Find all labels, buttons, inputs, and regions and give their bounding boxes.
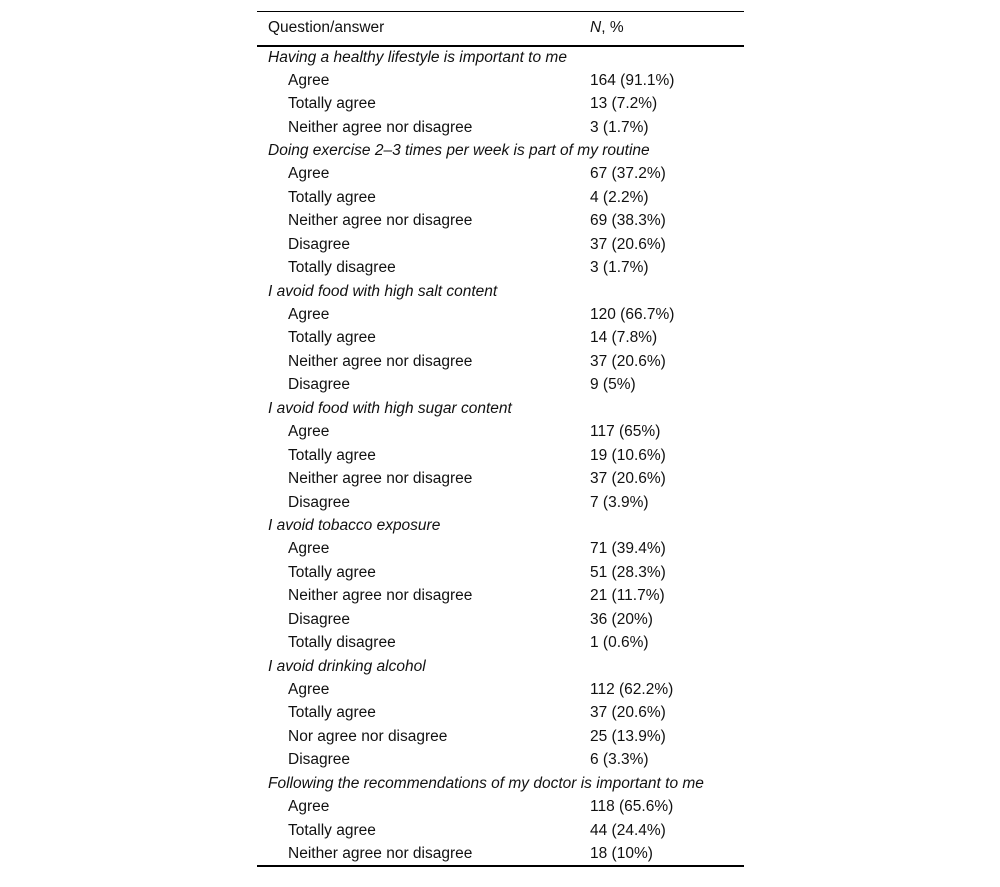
- answer-value: 3 (1.7%): [590, 259, 649, 277]
- question-text: Having a healthy lifestyle is important to me: [268, 48, 567, 66]
- answer-value: 37 (20.6%): [590, 470, 666, 488]
- answer-label: Neither agree nor disagree: [288, 352, 473, 370]
- answer-value: 14 (7.8%): [590, 329, 658, 347]
- answer-value: 36 (20%): [590, 610, 653, 628]
- question-row: [257, 772, 744, 795]
- answer-label: Disagree: [288, 235, 351, 253]
- question-row: [257, 280, 744, 303]
- answer-row: [257, 69, 744, 92]
- question-row: [257, 139, 744, 162]
- answer-value: 37 (20.6%): [590, 704, 666, 722]
- answer-row: [257, 608, 744, 631]
- answer-row: [257, 303, 744, 326]
- table-body: [257, 46, 744, 866]
- survey-table: [257, 11, 744, 867]
- answer-row: [257, 256, 744, 279]
- answer-row: [257, 819, 744, 842]
- answer-value: 112 (62.2%): [590, 681, 674, 699]
- answer-label: Totally agree: [288, 563, 376, 581]
- answer-label: Totally disagree: [288, 259, 396, 277]
- answer-row: [257, 631, 744, 654]
- answer-label: Neither agree nor disagree: [288, 470, 473, 488]
- answer-value: 71 (39.4%): [590, 540, 666, 558]
- answer-value: 118 (65.6%): [590, 798, 674, 816]
- answer-row: [257, 163, 744, 186]
- answer-label: Totally agree: [288, 821, 376, 839]
- answer-row: [257, 561, 744, 584]
- answer-value: 44 (24.4%): [590, 821, 666, 839]
- column-header-n-percent: [590, 12, 744, 46]
- answer-value: 18 (10%): [590, 844, 653, 862]
- answer-label: Disagree: [288, 376, 351, 394]
- answer-row: [257, 186, 744, 209]
- table-header: [257, 12, 744, 46]
- answer-label: Agree: [288, 798, 330, 816]
- answer-row: [257, 444, 744, 467]
- answer-label: Agree: [288, 71, 330, 89]
- answer-value: 3 (1.7%): [590, 118, 649, 136]
- answer-label: Totally agree: [288, 704, 376, 722]
- question-text: Doing exercise 2–3 times per week is part of my routine: [268, 141, 650, 159]
- answer-label: Totally agree: [288, 329, 376, 347]
- answer-value: 37 (20.6%): [590, 235, 666, 253]
- question-text: I avoid food with high sugar content: [268, 399, 512, 417]
- answer-value: 120 (66.7%): [590, 306, 675, 324]
- answer-row: [257, 467, 744, 490]
- answer-row: [257, 350, 744, 373]
- answer-row: [257, 374, 744, 397]
- question-text: Following the recommendations of my doctor is important to me: [268, 774, 704, 792]
- answer-row: [257, 725, 744, 748]
- question-text: I avoid drinking alcohol: [268, 657, 426, 675]
- answer-value: 67 (37.2%): [590, 165, 666, 183]
- answer-label: Neither agree nor disagree: [288, 212, 473, 230]
- question-text: I avoid food with high salt content: [268, 282, 498, 300]
- answer-value: 117 (65%): [590, 423, 661, 441]
- answer-row: [257, 491, 744, 514]
- answer-label: Agree: [288, 423, 330, 441]
- answer-label: Agree: [288, 165, 330, 183]
- answer-row: [257, 585, 744, 608]
- answer-row: [257, 233, 744, 256]
- answer-label: Totally agree: [288, 446, 376, 464]
- answer-label: Neither agree nor disagree: [288, 587, 473, 605]
- answer-value: 9 (5%): [590, 376, 636, 394]
- answer-row: [257, 702, 744, 725]
- column-header-n: N: [590, 19, 602, 37]
- answer-label: Disagree: [288, 610, 351, 628]
- answer-value: 21 (11.7%): [590, 587, 665, 605]
- question-row: [257, 397, 744, 420]
- column-header-percent-suffix: , %: [601, 19, 624, 37]
- answer-row: [257, 538, 744, 561]
- answer-value: 1 (0.6%): [590, 634, 649, 652]
- answer-label: Disagree: [288, 751, 351, 769]
- answer-label: Neither agree nor disagree: [288, 118, 473, 136]
- answer-label: Totally agree: [288, 95, 376, 113]
- answer-row: [257, 796, 744, 819]
- answer-row: [257, 210, 744, 233]
- answer-value: 13 (7.2%): [590, 95, 658, 113]
- answer-row: [257, 842, 744, 865]
- answer-value: 51 (28.3%): [590, 563, 666, 581]
- answer-value: 25 (13.9%): [590, 727, 666, 745]
- answer-label: Agree: [288, 306, 330, 324]
- column-header-question: Question/answer: [268, 19, 385, 37]
- answer-row: [257, 92, 744, 115]
- question-row: [257, 514, 744, 537]
- answer-value: 6 (3.3%): [590, 751, 649, 769]
- answer-label: Agree: [288, 540, 330, 558]
- answer-row: [257, 678, 744, 701]
- answer-row: [257, 116, 744, 139]
- answer-label: Totally agree: [288, 188, 376, 206]
- answer-label: Nor agree nor disagree: [288, 727, 448, 745]
- answer-label: Totally disagree: [288, 634, 396, 652]
- answer-label: Neither agree nor disagree: [288, 844, 473, 862]
- answer-value: 4 (2.2%): [590, 188, 649, 206]
- answer-value: 19 (10.6%): [590, 446, 666, 464]
- answer-row: [257, 749, 744, 772]
- answer-label: Disagree: [288, 493, 351, 511]
- question-row: [257, 655, 744, 678]
- question-text: I avoid tobacco exposure: [268, 516, 441, 534]
- answer-row: [257, 327, 744, 350]
- answer-value: 37 (20.6%): [590, 352, 666, 370]
- answer-value: 164 (91.1%): [590, 71, 675, 89]
- answer-label: Agree: [288, 681, 330, 699]
- answer-value: 69 (38.3%): [590, 212, 666, 230]
- question-row: [257, 46, 744, 69]
- header-row: [257, 12, 744, 46]
- answer-row: [257, 421, 744, 444]
- answer-value: 7 (3.9%): [590, 493, 649, 511]
